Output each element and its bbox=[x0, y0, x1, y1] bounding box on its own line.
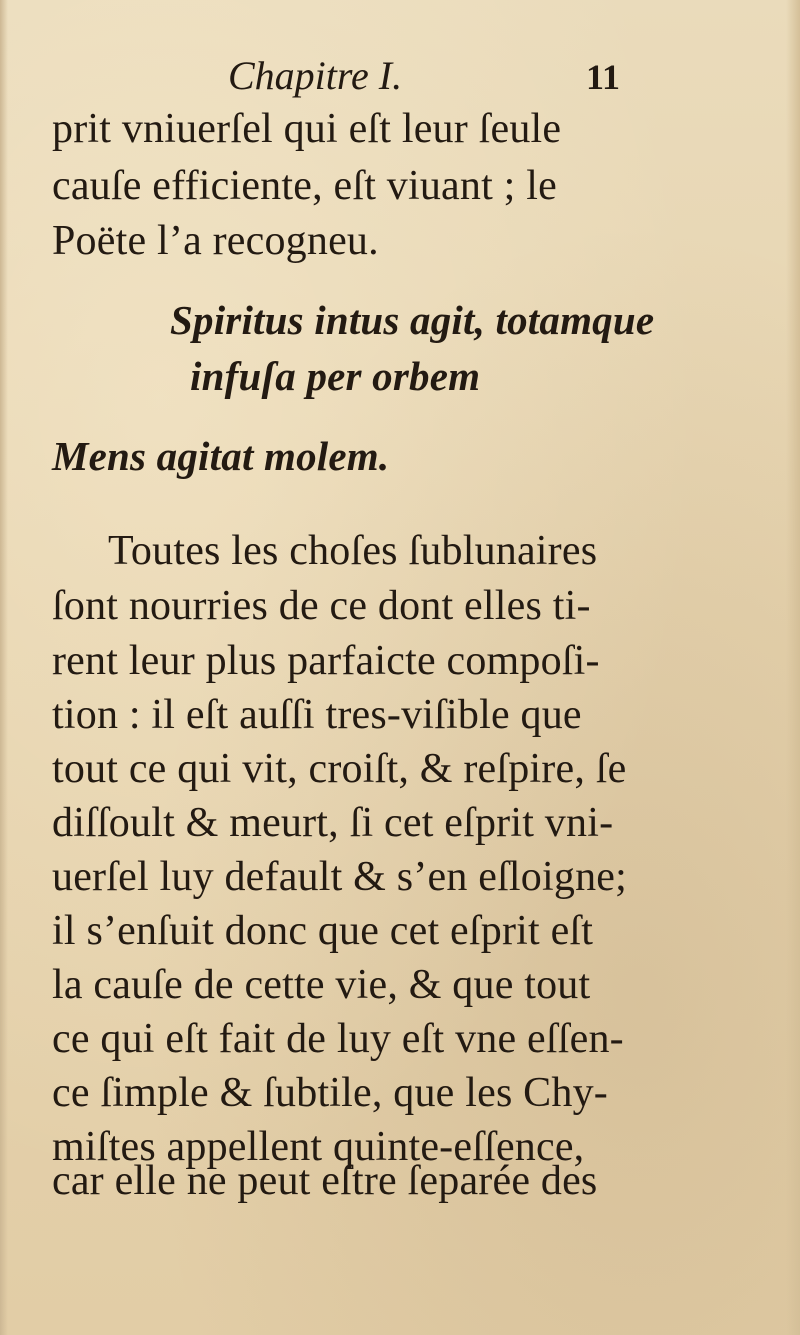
text-line: uerſel luy default & s’en eſloigne; bbox=[52, 854, 627, 900]
running-title: Chapitre I. bbox=[228, 53, 403, 98]
text-line: rent leur plus parfaicte compoſi- bbox=[52, 638, 600, 684]
text-line: il s’enſuit donc que cet eſprit eſt bbox=[52, 908, 594, 954]
text-line: diſſoult & meurt, ſi cet eſprit vni- bbox=[52, 800, 614, 846]
text-line: prit vniuerſel qui eſt leur ſeule bbox=[52, 106, 562, 152]
text-line: miſtes appellent quinte-eſſence, bbox=[52, 1124, 585, 1170]
text-line: ce ſimple & ſubtile, que les Chy- bbox=[52, 1070, 608, 1116]
page-header bbox=[228, 52, 628, 102]
text-line: Toutes les choſes ſublunaires bbox=[108, 528, 598, 574]
text-line: car elle ne peut eſtre ſeparée des bbox=[52, 1158, 598, 1204]
quotation-line: Spiritus intus agit, totamque bbox=[170, 297, 655, 343]
page-number: 11 bbox=[585, 57, 620, 97]
text-line: cauſe efficiente, eſt viuant ; le bbox=[52, 163, 557, 209]
page-right-edge bbox=[786, 0, 800, 1335]
text-line: tout ce qui vit, croiſt, & reſpire, ſe bbox=[52, 746, 627, 792]
text-line: ce qui eſt fait de luy eſt vne eſſen- bbox=[52, 1016, 624, 1062]
quotation-line: Mens agitat molem. bbox=[52, 433, 390, 479]
text-line: la cauſe de cette vie, & que tout bbox=[52, 962, 591, 1008]
text-line: ſont nourries de ce dont elles ti- bbox=[52, 583, 591, 629]
text-line: tion : il eſt auſſi tres-viſible que bbox=[52, 692, 582, 738]
text-line: Poëte l’a recogneu. bbox=[52, 218, 379, 264]
page-left-edge bbox=[0, 0, 8, 1335]
quotation-line: infuſa per orbem bbox=[190, 353, 481, 399]
